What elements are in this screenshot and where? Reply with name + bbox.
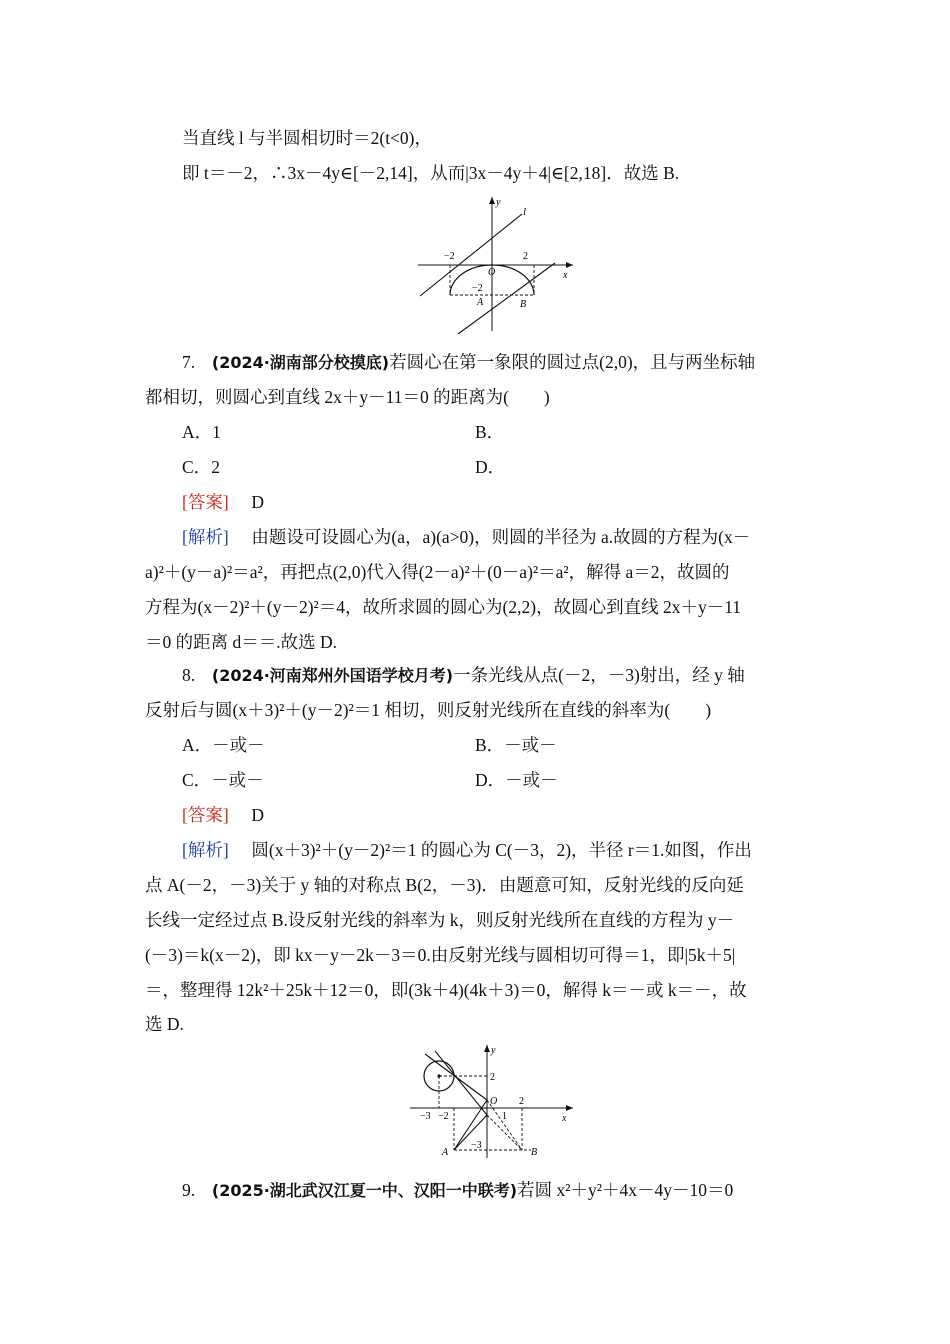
q8-stem-line-2: 反射后与圆(x＋3)²＋(y－2)²＝1 相切，则反射光线所在直线的斜率为( ) [145,700,712,720]
q8-analysis-tag: [解析] [182,840,229,860]
x-label: x [562,1113,567,1124]
q7-option-d[interactable] [475,455,505,479]
reflection-figure [405,1042,577,1162]
x-tick-2: 2 [519,1096,524,1107]
option-label: C． [182,770,212,790]
q7-option-a[interactable] [182,420,221,444]
q7-stem-line-1 [182,350,847,375]
option-label: D． [475,457,506,477]
l-label: l [523,206,527,218]
q7-analysis-line-1 [182,525,847,549]
q7-answer-row [182,490,847,514]
q7-answer: D [251,492,265,512]
line-through-b [458,263,555,334]
q8-option-c[interactable] [182,768,264,792]
q7-stem-a: 若圆心在第一象限的圆过点(2,0)，且与两坐标轴 [389,352,756,372]
q7-analysis-text: 由题设可设圆心为(a，a)(a>0)，则圆的半径为 a.故圆的方程为(x－ [251,527,751,547]
q8-option-b[interactable] [475,733,557,757]
point-b-label: B [520,299,527,310]
y-tick-2: 2 [490,1072,495,1083]
q8-analysis-line-5: ＝，整理得 12k²＋25k＋12＝0，即(3k＋4)(4k＋3)＝0，解得 k＝－或 k＝－，故 [145,980,747,1000]
option-text: －或－ [212,735,265,755]
q8-answer: D [251,805,265,825]
option-text: 2 [211,457,220,477]
origin-label: O [490,1096,498,1107]
origin-label: O [488,267,496,278]
q8-stem-a: 一条光线从点(－2，－3)射出，经 y 轴 [453,665,745,685]
q7-analysis-line-2: a)²＋(y－a)²＝a²，再把点(2,0)代入得(2－a)²＋(0－a)²＝a²，解得 a＝2，故圆的 [145,562,730,582]
y-label: y [496,197,501,208]
point-b-label: B [531,1147,538,1158]
q8-option-a[interactable] [182,733,265,757]
tangent-line-l [420,214,522,296]
q8-analysis-line-2: 点 A(－2，－3)关于 y 轴的对称点 B(2，－3)．由题意可知，反射光线的反向延 [145,875,744,895]
option-label: B． [475,422,505,442]
option-label: D． [475,770,506,790]
q8-analysis-line-6: 选 D. [145,1014,184,1034]
q9-number: 9. [182,1180,196,1200]
q7-analysis-tag: [解析] [182,527,229,547]
q8-source: (2024·河南郑州外国语学校月考) [211,666,454,685]
q8-stem-line-1 [182,663,847,688]
option-label: B． [475,735,505,755]
pos2-x-tick: 2 [523,251,528,262]
option-label: A． [182,735,213,755]
q8-analysis-line-4: (－3)＝k(x－2)，即 kx－y－2k－3＝0.由反射光线与圆相切可得＝1，即|5k＋5| [145,945,736,965]
q7-answer-tag: [答案] [182,492,229,512]
q7-analysis-line-3: 方程为(x－2)²＋(y－2)²＝4，故所求圆的圆心为(2,2)，故圆心到直线 2x＋y－11 [145,597,742,617]
solution-line-1: 当直线 l 与半圆相切时＝2(t<0)， [182,128,432,148]
semicircle-tangent-figure [410,193,578,335]
q8-number: 8. [182,665,196,685]
q8-option-d[interactable] [475,768,558,792]
option-text: 1 [212,422,221,442]
x-tick-neg3: −3 [420,1111,431,1122]
solution-line-2: 即 t＝－2，∴3x－4y∈[－2,14]，从而|3x－4y＋4|∈[2,18]．故选 B. [182,163,680,183]
q9-stem-a: 若圆 x²＋y²＋4x－4y－10＝0 [517,1180,734,1200]
q7-stem-line-2: 都相切，则圆心到直线 2x＋y－11＝0 的距离为( ) [145,387,550,407]
y-tick-neg3: −3 [471,1140,482,1151]
option-label: A． [182,422,213,442]
y-label: y [491,1045,496,1056]
q8-analysis-line-3: 长线一定经过点 B.设反射光线的斜率为 k，则反射光线所在直线的方程为 y－ [145,910,735,930]
option-text: －或－ [504,735,557,755]
q7-option-b[interactable] [475,420,504,444]
x-tick-neg2: −2 [438,1111,449,1122]
option-text: －或－ [211,770,264,790]
neg2-y-tick: −2 [472,283,483,294]
q9-stem-line-1 [182,1178,847,1203]
q7-number: 7. [182,352,196,372]
x-label: x [563,270,568,281]
neg2-x-tick: −2 [444,251,455,262]
q8-answer-tag: [答案] [182,805,229,825]
q8-answer-row [182,803,847,827]
option-text: －或－ [505,770,558,790]
point-a-label: A [477,297,484,308]
q7-option-c[interactable] [182,455,220,479]
option-label: C． [182,457,212,477]
x-tick-1: 1 [502,1111,507,1122]
q8-analysis-line-1 [182,838,847,862]
q8-analysis-text: 圆(x＋3)²＋(y－2)²＝1 的圆心为 C(－3，2)，半径 r＝1.如图，作出 [251,840,752,860]
q7-source: (2024·湖南部分校摸底) [211,353,390,372]
q9-source: (2025·湖北武汉江夏一中、汉阳一中联考) [211,1181,518,1200]
point-a-label: A [442,1147,449,1158]
q7-analysis-line-4: ＝0 的距离 d＝＝.故选 D. [145,632,338,652]
